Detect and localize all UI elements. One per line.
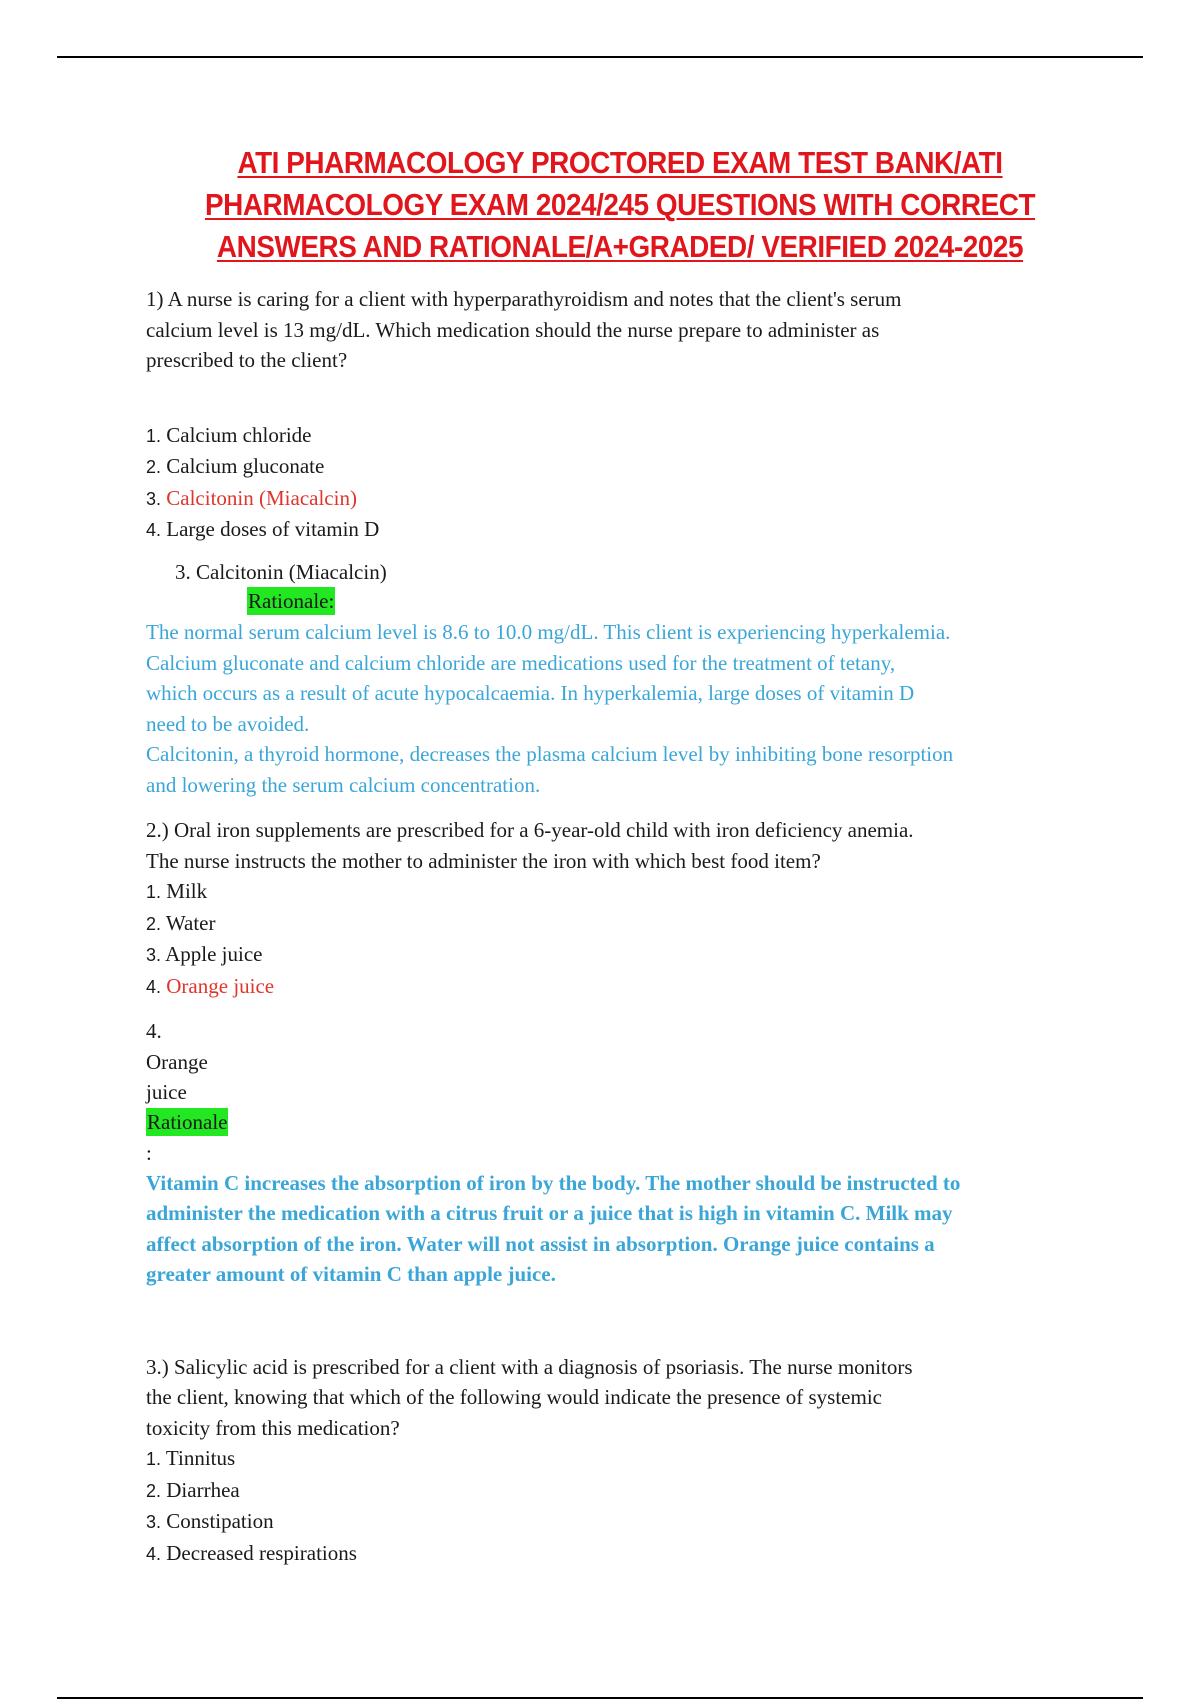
answer: 3. Calcitonin (Miacalcin): [175, 559, 387, 584]
question-line: the client, knowing that which of the following would indicate the presence of systemic: [146, 1385, 882, 1409]
option-item: [146, 1538, 1096, 1570]
option-item-correct: [146, 971, 1096, 1003]
rationale-line: affect absorption of the iron. Water will not assist in absorption. Orange juice contains a: [146, 1231, 935, 1256]
question-text: [146, 284, 1096, 376]
option-number: 1.: [146, 1449, 162, 1469]
rationale-line: administer the medication with a citrus fruit or a juice that is high in vitamin C. Milk may: [146, 1201, 953, 1225]
question-text: [146, 815, 1096, 876]
option-text: Decreased respirations: [166, 1540, 357, 1565]
bottom-rule: [57, 1697, 1143, 1699]
option-item-correct: [146, 483, 1096, 515]
option-item: [146, 1475, 1096, 1507]
option-text: Calcium chloride: [166, 422, 312, 447]
answer-line: Orange: [146, 1049, 208, 1074]
question-line: 3.) Salicylic acid is prescribed for a client with a diagnosis of psoriasis. The nurse monitors: [146, 1354, 913, 1379]
option-text: Orange juice: [166, 973, 275, 998]
rationale-text: [146, 617, 1096, 800]
title-line: PHARMACOLOGY EXAM 2024/245 QUESTIONS WITH CORRECT: [204, 187, 1036, 222]
answer-line: 4.: [146, 1019, 162, 1043]
rationale-colon: :: [146, 1140, 152, 1165]
option-text: Calcitonin (Miacalcin): [166, 485, 357, 510]
option-text: Milk: [166, 879, 208, 903]
rationale-label: Rationale:: [248, 589, 335, 613]
option-list: [146, 420, 1096, 546]
option-item: [146, 876, 1096, 908]
option-number: 2.: [146, 457, 162, 477]
option-item: [146, 939, 1096, 971]
rationale-label: Rationale: [147, 1109, 228, 1134]
option-list: [146, 876, 1096, 1002]
answer-line: juice: [146, 1080, 187, 1104]
option-number: 1.: [146, 425, 162, 446]
option-number: 3.: [146, 488, 162, 509]
question-line: 2.) Oral iron supplements are prescribed for a 6-year-old child with iron deficiency anemia.: [146, 818, 914, 842]
option-item: [146, 1506, 1096, 1538]
option-item: [146, 420, 1096, 452]
rationale-label-row: [247, 587, 1096, 617]
option-text: Tinnitus: [165, 1446, 236, 1470]
option-text: Large doses of vitamin D: [166, 517, 380, 541]
rationale-label-row: [146, 1108, 1096, 1138]
rationale-line: Calcitonin, a thyroid hormone, decreases the plasma calcium level by inhibiting bone resorption: [146, 742, 954, 766]
option-item: [146, 451, 1096, 483]
rationale-text: [146, 1168, 1096, 1290]
option-text: Water: [165, 910, 216, 935]
option-item: [146, 514, 1096, 546]
question-1: [146, 284, 1096, 800]
option-number: 4.: [146, 520, 162, 540]
option-item: [146, 1443, 1096, 1475]
question-text: [146, 1352, 1096, 1444]
option-item: [146, 908, 1096, 940]
option-text: Diarrhea: [166, 1477, 240, 1502]
option-number: 1.: [146, 882, 162, 902]
option-number: 4.: [146, 1543, 162, 1564]
question-3: [146, 1352, 1096, 1570]
rationale-line: The normal serum calcium level is 8.6 to 10.0 mg/dL. This client is experiencing hyperkalemia.: [146, 620, 951, 644]
option-number: 3.: [146, 1512, 162, 1532]
option-list: [146, 1443, 1096, 1569]
document-body: [146, 142, 1096, 1569]
option-number: 3.: [146, 945, 162, 965]
title-line: ATI PHARMACOLOGY PROCTORED EXAM TEST BANK/ATI: [237, 145, 1003, 180]
option-text: Apple juice: [165, 942, 263, 966]
answer: [146, 1016, 1096, 1108]
option-number: 2.: [146, 913, 162, 934]
question-line: calcium level is 13 mg/dL. Which medication should the nurse prepare to administer as: [146, 317, 880, 342]
option-text: Calcium gluconate: [166, 454, 325, 478]
option-text: Constipation: [166, 1509, 274, 1533]
rationale-line: need to be avoided.: [146, 711, 310, 736]
rationale-line: and lowering the serum calcium concentration.: [146, 772, 541, 797]
question-line: The nurse instructs the mother to administer the iron with which best food item?: [146, 848, 821, 873]
option-number: 2.: [146, 1480, 162, 1501]
rationale-line: greater amount of vitamin C than apple juice.: [146, 1262, 556, 1286]
rationale-line: Vitamin C increases the absorption of iron by the body. The mother should be instructed to: [146, 1170, 961, 1195]
rationale-line: which occurs as a result of acute hypocalcaemia. In hyperkalemia, large doses of vitamin D: [146, 681, 915, 705]
rationale-line: Calcium gluconate and calcium chloride are medications used for the treatment of tetany,: [146, 650, 896, 675]
question-2: [146, 815, 1096, 1290]
title-line: ANSWERS AND RATIONALE/A+GRADED/ VERIFIED 2024-2025: [216, 229, 1024, 264]
question-line: toxicity from this medication?: [146, 1415, 400, 1440]
top-rule: [57, 56, 1143, 58]
question-line: prescribed to the client?: [146, 348, 348, 372]
document-title: [179, 142, 1061, 268]
question-line: 1) A nurse is caring for a client with hyperparathyroidism and notes that the client's serum: [146, 287, 902, 311]
option-number: 4.: [146, 976, 162, 997]
